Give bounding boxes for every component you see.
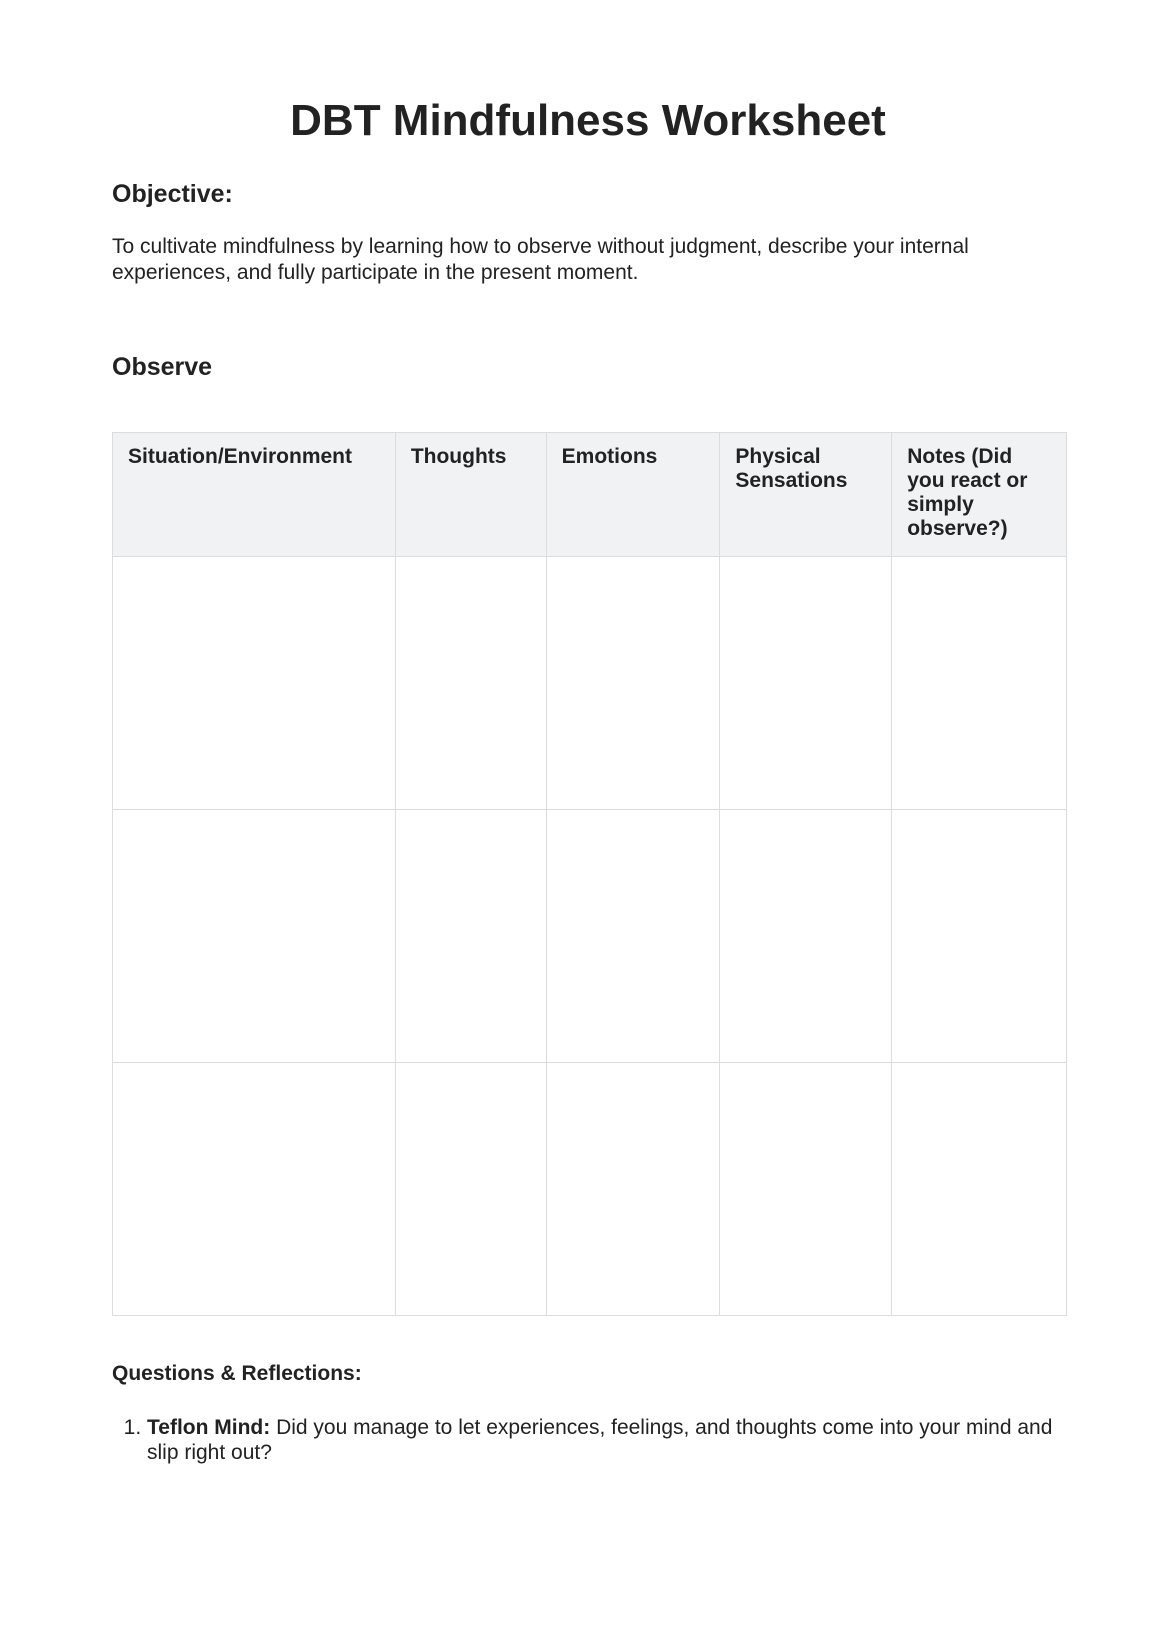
column-header: Thoughts: [395, 433, 546, 557]
table-cell[interactable]: [395, 557, 546, 810]
table-cell[interactable]: [892, 1063, 1067, 1316]
column-header: Physical Sensations: [720, 433, 892, 557]
table-cell[interactable]: [892, 810, 1067, 1063]
column-header: Notes (Did you react or simply observe?): [892, 433, 1067, 557]
table-cell[interactable]: [113, 1063, 396, 1316]
table-cell[interactable]: [395, 810, 546, 1063]
table-cell[interactable]: [546, 1063, 720, 1316]
table-cell[interactable]: [113, 810, 396, 1063]
table-cell[interactable]: [720, 1063, 892, 1316]
table-cell[interactable]: [720, 557, 892, 810]
observe-heading: Observe: [112, 353, 213, 381]
objective-text: To cultivate mindfulness by learning how to observe without judgment, describe your internal experiences, and fully participate in the present moment.: [112, 235, 969, 284]
column-header: Emotions: [546, 433, 720, 557]
table-row: [113, 557, 1067, 810]
table-row: [113, 1063, 1067, 1316]
page-title: DBT Mindfulness Worksheet: [290, 96, 886, 145]
table-cell[interactable]: [395, 1063, 546, 1316]
table-cell[interactable]: [546, 557, 720, 810]
question-item: [147, 1415, 1077, 1465]
observe-table: [112, 432, 1067, 1316]
question-text: Did you manage to let experiences, feelings, and thoughts come into your mind and slip right out?: [147, 1416, 1053, 1464]
column-header: Situation/Environment: [113, 433, 396, 557]
table-cell[interactable]: [546, 810, 720, 1063]
question-term: Teflon Mind:: [147, 1416, 271, 1439]
table-header-row: [113, 433, 1067, 557]
questions-heading: Questions & Reflections:: [112, 1362, 362, 1385]
table-cell[interactable]: [892, 557, 1067, 810]
objective-heading: Objective:: [112, 180, 233, 208]
questions-list: [112, 1415, 1077, 1465]
table-cell[interactable]: [720, 810, 892, 1063]
table-cell[interactable]: [113, 557, 396, 810]
table-row: [113, 810, 1067, 1063]
